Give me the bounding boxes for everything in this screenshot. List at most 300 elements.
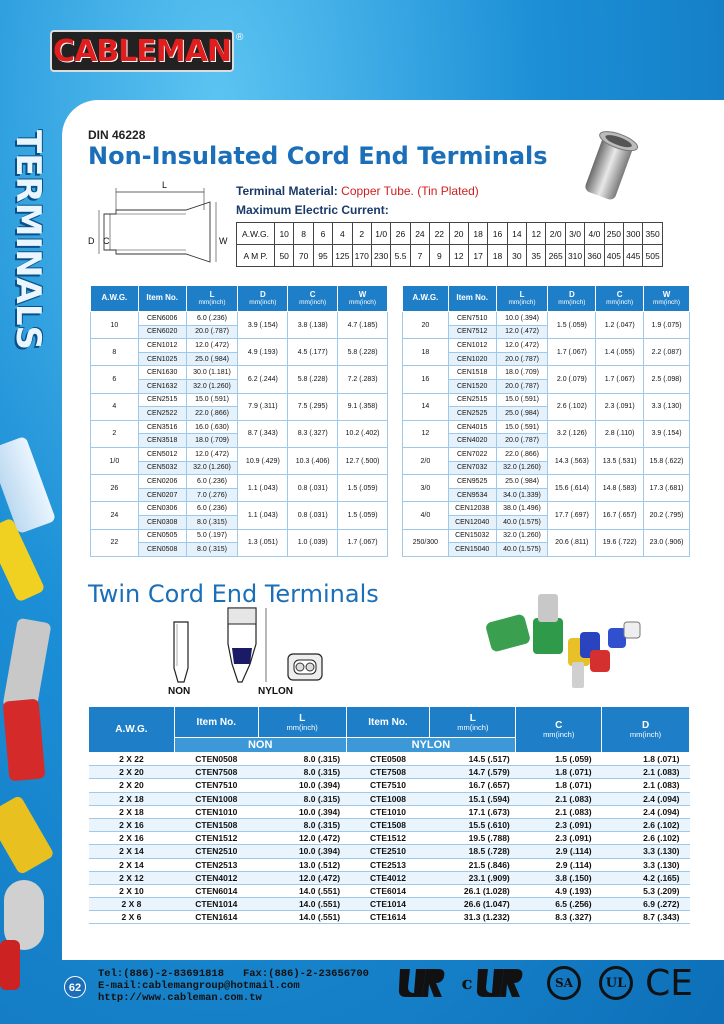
awg-cell: 18 bbox=[403, 339, 449, 366]
non-label: NON bbox=[168, 686, 191, 697]
side-title: TERMINALS bbox=[8, 130, 48, 351]
twin-end-view bbox=[286, 652, 324, 682]
length-cell: 32.0 (1.260) bbox=[186, 379, 238, 393]
contact-footer bbox=[98, 968, 369, 1004]
length-cell: 25.0 (.984) bbox=[496, 407, 548, 421]
cur-mark bbox=[458, 962, 528, 1004]
table-row bbox=[91, 529, 388, 543]
non-length-cell: 8.0 (.315) bbox=[258, 753, 346, 766]
nylon-item-cell: CTE1512 bbox=[346, 832, 430, 845]
item-number-cell: CEN0505 bbox=[138, 529, 186, 543]
table-row bbox=[403, 529, 690, 543]
table-row bbox=[89, 898, 690, 911]
dim-c-cell: 7.5 (.295) bbox=[288, 393, 338, 420]
dim-d-cell: 17.7 (.697) bbox=[548, 502, 596, 529]
non-length-cell: 8.0 (.315) bbox=[258, 792, 346, 805]
awg-cell: 2 X 18 bbox=[89, 792, 175, 805]
standard-label: DIN 46228 bbox=[88, 128, 146, 142]
dim-d-cell: 8.7 (.343) bbox=[238, 420, 288, 447]
cur-mark-icon bbox=[474, 965, 524, 1001]
item-number-cell: CEN1630 bbox=[138, 366, 186, 380]
header-c-label: C bbox=[616, 289, 623, 299]
header-unit: mm(inch) bbox=[629, 729, 662, 739]
ul-text: UL bbox=[605, 975, 627, 991]
length-cell: 22.0 (.866) bbox=[496, 447, 548, 461]
item-number-cell: CEN3516 bbox=[138, 420, 186, 434]
awg-cell: 350 bbox=[643, 223, 662, 245]
table-row bbox=[91, 447, 388, 461]
table-row bbox=[89, 792, 690, 805]
dim-d-cell: 5.3 (.209) bbox=[602, 884, 690, 897]
awg-cell: 16 bbox=[488, 223, 507, 245]
dim-c-cell: 2.1 (.083) bbox=[516, 792, 602, 805]
item-number-cell: CEN7510 bbox=[448, 312, 496, 326]
amp-cell: 265 bbox=[546, 245, 565, 267]
awg-cell: 2 X 20 bbox=[89, 766, 175, 779]
length-cell: 8.0 (.315) bbox=[186, 543, 238, 557]
non-item-cell: CTEN1014 bbox=[174, 898, 258, 911]
dim-c-cell: 2.3 (.091) bbox=[516, 832, 602, 845]
nylon-item-cell: CTE1010 bbox=[346, 805, 430, 818]
twin-nylon-drawing bbox=[220, 604, 278, 684]
header-w-label: W bbox=[358, 289, 367, 299]
non-item-cell: CTEN7508 bbox=[174, 766, 258, 779]
amp-cell: 9 bbox=[430, 245, 449, 267]
non-item-cell: CTEN1614 bbox=[174, 911, 258, 924]
item-number-cell: CEN9525 bbox=[448, 475, 496, 489]
item-number-cell: CEN15032 bbox=[448, 529, 496, 543]
dim-d-cell: 1.1 (.043) bbox=[238, 475, 288, 502]
twin-spec-table bbox=[88, 706, 690, 924]
amp-cell: 30 bbox=[507, 245, 526, 267]
length-cell: 32.0 (1.260) bbox=[496, 461, 548, 475]
dim-w-cell: 2.2 (.087) bbox=[644, 339, 690, 366]
length-cell: 5.0 (.197) bbox=[186, 529, 238, 543]
header-unit: mm(inch) bbox=[543, 729, 575, 739]
length-cell: 15.0 (.591) bbox=[496, 393, 548, 407]
dim-c-cell: 0.8 (.031) bbox=[288, 475, 338, 502]
dim-d-cell: 8.7 (.343) bbox=[602, 911, 690, 924]
nylon-length-cell: 17.1 (.673) bbox=[430, 805, 516, 818]
dim-d-cell: 3.3 (.130) bbox=[602, 845, 690, 858]
table-row bbox=[403, 420, 690, 434]
header-unit: mm(inch) bbox=[198, 299, 226, 307]
item-number-cell: CEN3518 bbox=[138, 434, 186, 448]
non-item-cell: CTEN2510 bbox=[174, 845, 258, 858]
decorative-terminal-image bbox=[0, 940, 20, 990]
nylon-length-cell: 16.7 (.657) bbox=[430, 779, 516, 792]
nylon-length-cell: 15.1 (.594) bbox=[430, 792, 516, 805]
dim-c-cell: 16.7 (.657) bbox=[596, 502, 644, 529]
length-cell: 10.0 (.394) bbox=[496, 312, 548, 326]
item-number-cell: CEN1012 bbox=[138, 339, 186, 353]
telephone: Tel:(886)-2-83691818 bbox=[98, 968, 225, 980]
table-row bbox=[91, 393, 388, 407]
dim-d-cell: 6.2 (.244) bbox=[238, 366, 288, 393]
header-c-label: C bbox=[555, 719, 563, 731]
dim-c-cell: 2.9 (.114) bbox=[516, 845, 602, 858]
amp-cell: 50 bbox=[275, 245, 294, 267]
awg-cell: 26 bbox=[91, 475, 139, 502]
current-table-amp-row bbox=[237, 245, 663, 267]
dim-d-cell: 10.9 (.429) bbox=[238, 447, 288, 474]
dim-w-cell: 4.7 (.185) bbox=[338, 312, 388, 339]
cableman-logo bbox=[50, 30, 234, 72]
header-c bbox=[596, 286, 644, 312]
length-cell: 20.0 (.787) bbox=[496, 379, 548, 393]
header-unit: mm(inch) bbox=[457, 722, 489, 732]
header-d-label: D bbox=[641, 719, 650, 731]
dim-d-cell: 2.4 (.094) bbox=[602, 792, 690, 805]
dim-c-cell: 0.8 (.031) bbox=[288, 502, 338, 529]
nylon-length-cell: 23.1 (.909) bbox=[430, 871, 516, 884]
section-title-twin: Twin Cord End Terminals bbox=[88, 580, 379, 608]
non-length-cell: 10.0 (.394) bbox=[258, 805, 346, 818]
length-cell: 12.0 (.472) bbox=[186, 339, 238, 353]
item-number-cell: CEN4020 bbox=[448, 434, 496, 448]
current-label: Maximum Electric Current: bbox=[236, 203, 389, 217]
nylon-item-cell: CTE7508 bbox=[346, 766, 430, 779]
ul-circle bbox=[599, 966, 633, 1000]
table-row bbox=[403, 339, 690, 353]
dim-d-cell: 4.2 (.165) bbox=[602, 871, 690, 884]
dim-w-cell: 15.8 (.622) bbox=[644, 447, 690, 474]
dim-d-cell: 2.4 (.094) bbox=[602, 805, 690, 818]
header-unit: mm(inch) bbox=[286, 722, 318, 732]
length-cell: 34.0 (1.339) bbox=[496, 488, 548, 502]
dimension-diagram bbox=[86, 182, 232, 272]
non-length-cell: 12.0 (.472) bbox=[258, 871, 346, 884]
csa-mark bbox=[544, 962, 584, 1004]
length-cell: 40.0 (1.575) bbox=[496, 515, 548, 529]
awg-cell: 22 bbox=[430, 223, 449, 245]
dim-w-cell: 1.5 (.059) bbox=[338, 502, 388, 529]
non-item-cell: CTEN2513 bbox=[174, 858, 258, 871]
length-cell: 16.0 (.630) bbox=[186, 420, 238, 434]
length-cell: 38.0 (1.496) bbox=[496, 502, 548, 516]
dim-c-cell: 1.4 (.055) bbox=[596, 339, 644, 366]
dim-d-cell: 1.7 (.067) bbox=[548, 339, 596, 366]
twin-non-drawing bbox=[166, 620, 196, 684]
ur-mark-icon bbox=[396, 965, 446, 1001]
header-unit: mm(inch) bbox=[606, 299, 634, 307]
table-row bbox=[89, 753, 690, 766]
header-d bbox=[602, 707, 690, 753]
amp-cell: 7 bbox=[410, 245, 429, 267]
length-cell: 7.0 (.276) bbox=[186, 488, 238, 502]
dim-d-cell: 2.6 (.102) bbox=[602, 832, 690, 845]
item-number-cell: CEN7512 bbox=[448, 325, 496, 339]
dim-c-cell: 8.3 (.327) bbox=[516, 911, 602, 924]
nylon-item-cell: CTE1508 bbox=[346, 818, 430, 831]
dim-c-cell: 8.3 (.327) bbox=[288, 420, 338, 447]
header-l-label: L bbox=[209, 289, 215, 299]
length-cell: 18.0 (.709) bbox=[496, 366, 548, 380]
awg-cell: 6 bbox=[91, 366, 139, 393]
item-number-cell: CEN0306 bbox=[138, 502, 186, 516]
nylon-length-cell: 21.5 (.846) bbox=[430, 858, 516, 871]
header-d bbox=[238, 286, 288, 312]
website-link[interactable]: http://www.cableman.com.tw bbox=[98, 992, 262, 1004]
nylon-item-cell: CTE2513 bbox=[346, 858, 430, 871]
item-number-cell: CEN2525 bbox=[448, 407, 496, 421]
item-number-cell: CEN12040 bbox=[448, 515, 496, 529]
dim-d-cell: 1.8 (.071) bbox=[602, 753, 690, 766]
length-cell: 6.0 (.236) bbox=[186, 312, 238, 326]
header-item: Item No. bbox=[448, 286, 496, 312]
awg-cell: 4 bbox=[333, 223, 352, 245]
dim-d-cell: 14.3 (.563) bbox=[548, 447, 596, 474]
ferrule-photo bbox=[566, 120, 656, 210]
item-number-cell: CEN2515 bbox=[138, 393, 186, 407]
amp-row-label: A M P. bbox=[237, 245, 275, 267]
ce-mark bbox=[646, 962, 692, 1004]
dim-w-cell: 23.0 (.906) bbox=[644, 529, 690, 556]
header-item-nylon: Item No. bbox=[346, 707, 430, 738]
awg-cell: 2 X 10 bbox=[89, 884, 175, 897]
item-number-cell: CEN1025 bbox=[138, 352, 186, 366]
dim-c-cell: 6.5 (.256) bbox=[516, 898, 602, 911]
dim-d-cell: 2.1 (.083) bbox=[602, 779, 690, 792]
dim-c-cell: 1.8 (.071) bbox=[516, 766, 602, 779]
table-row bbox=[89, 805, 690, 818]
table-row bbox=[91, 312, 388, 326]
item-number-cell: CEN12038 bbox=[448, 502, 496, 516]
table-row bbox=[403, 502, 690, 516]
ce-text: CE bbox=[645, 962, 693, 1004]
item-number-cell: CEN6020 bbox=[138, 325, 186, 339]
item-number-cell: CEN1518 bbox=[448, 366, 496, 380]
email[interactable]: E-mail:cablemangroup@hotmail.com bbox=[98, 980, 300, 992]
length-cell: 20.0 (.787) bbox=[496, 352, 548, 366]
awg-cell: 2 X 14 bbox=[89, 845, 175, 858]
non-item-cell: CTEN1010 bbox=[174, 805, 258, 818]
amp-cell: 230 bbox=[371, 245, 390, 267]
awg-cell: 2 bbox=[352, 223, 371, 245]
awg-cell: 3/0 bbox=[565, 223, 584, 245]
cur-mark-c: c bbox=[461, 972, 473, 994]
awg-cell: 2/0 bbox=[403, 447, 449, 474]
diagram-label-c: C bbox=[103, 236, 110, 246]
dim-c-cell: 1.0 (.039) bbox=[288, 529, 338, 556]
awg-cell: 2 X 16 bbox=[89, 832, 175, 845]
dim-c-cell: 14.8 (.583) bbox=[596, 475, 644, 502]
dim-w-cell: 3.3 (.130) bbox=[644, 393, 690, 420]
length-cell: 12.0 (.472) bbox=[186, 447, 238, 461]
dim-d-cell: 2.6 (.102) bbox=[602, 818, 690, 831]
registered-mark: ® bbox=[236, 32, 244, 43]
length-cell: 32.0 (1.260) bbox=[186, 461, 238, 475]
length-cell: 40.0 (1.575) bbox=[496, 543, 548, 557]
awg-cell: 16 bbox=[403, 366, 449, 393]
awg-cell: 250/300 bbox=[403, 529, 449, 556]
item-number-cell: CEN1012 bbox=[448, 339, 496, 353]
dim-d-cell: 2.0 (.079) bbox=[548, 366, 596, 393]
dim-w-cell: 12.7 (.500) bbox=[338, 447, 388, 474]
header-l-nylon bbox=[430, 707, 516, 738]
twin-terminals-photo bbox=[478, 588, 648, 698]
amp-cell: 405 bbox=[604, 245, 623, 267]
dim-c-cell: 3.8 (.138) bbox=[288, 312, 338, 339]
header-d-label: D bbox=[259, 289, 266, 299]
dim-c-cell: 1.8 (.071) bbox=[516, 779, 602, 792]
non-item-cell: CTEN0508 bbox=[174, 753, 258, 766]
awg-cell: 2 X 20 bbox=[89, 779, 175, 792]
diagram-label-l: L bbox=[162, 180, 168, 190]
non-item-cell: CTEN6014 bbox=[174, 884, 258, 897]
dim-w-cell: 2.5 (.098) bbox=[644, 366, 690, 393]
amp-cell: 360 bbox=[585, 245, 604, 267]
awg-cell: 2 X 6 bbox=[89, 911, 175, 924]
decorative-terminal-image bbox=[3, 699, 46, 782]
item-number-cell: CEN1520 bbox=[448, 379, 496, 393]
item-number-cell: CEN9534 bbox=[448, 488, 496, 502]
header-c-label: C bbox=[309, 289, 316, 299]
length-cell: 20.0 (.787) bbox=[186, 325, 238, 339]
awg-cell: 22 bbox=[91, 529, 139, 556]
table-row bbox=[91, 339, 388, 353]
dim-d-cell: 7.9 (.311) bbox=[238, 393, 288, 420]
length-cell: 20.0 (.787) bbox=[496, 434, 548, 448]
non-length-cell: 14.0 (.551) bbox=[258, 911, 346, 924]
nylon-item-cell: CTE6014 bbox=[346, 884, 430, 897]
table-row bbox=[89, 832, 690, 845]
table-row bbox=[89, 884, 690, 897]
length-cell: 25.0 (.984) bbox=[186, 352, 238, 366]
non-length-cell: 14.0 (.551) bbox=[258, 898, 346, 911]
non-item-cell: CTEN1508 bbox=[174, 818, 258, 831]
amp-cell: 310 bbox=[565, 245, 584, 267]
dim-w-cell: 1.5 (.059) bbox=[338, 475, 388, 502]
awg-cell: 2 X 16 bbox=[89, 818, 175, 831]
dim-c-cell: 4.5 (.177) bbox=[288, 339, 338, 366]
header-unit: mm(inch) bbox=[299, 299, 327, 307]
awg-cell: 14 bbox=[403, 393, 449, 420]
dim-c-cell: 2.3 (.091) bbox=[596, 393, 644, 420]
non-item-cell: CTEN4012 bbox=[174, 871, 258, 884]
dim-c-cell: 1.2 (.047) bbox=[596, 312, 644, 339]
amp-cell: 70 bbox=[294, 245, 313, 267]
awg-cell: 8 bbox=[294, 223, 313, 245]
length-cell: 12.0 (.472) bbox=[496, 339, 548, 353]
table-row bbox=[403, 447, 690, 461]
table-row bbox=[89, 818, 690, 831]
dim-w-cell: 7.2 (.283) bbox=[338, 366, 388, 393]
awg-cell: 12 bbox=[403, 420, 449, 447]
header-d-label: D bbox=[568, 289, 575, 299]
header-unit: mm(inch) bbox=[349, 299, 377, 307]
nylon-label: NYLON bbox=[258, 686, 293, 697]
dim-d-cell: 2.1 (.083) bbox=[602, 766, 690, 779]
dim-w-cell: 1.7 (.067) bbox=[338, 529, 388, 556]
dim-c-cell: 10.3 (.406) bbox=[288, 447, 338, 474]
dim-w-cell: 5.8 (.228) bbox=[338, 339, 388, 366]
nylon-length-cell: 31.3 (1.232) bbox=[430, 911, 516, 924]
item-number-cell: CEN1632 bbox=[138, 379, 186, 393]
amp-cell: 35 bbox=[527, 245, 546, 267]
header-w bbox=[644, 286, 690, 312]
dim-w-cell: 3.9 (.154) bbox=[644, 420, 690, 447]
non-item-cell: CTEN7510 bbox=[174, 779, 258, 792]
awg-cell: 1/0 bbox=[371, 223, 390, 245]
nylon-item-cell: CTE2510 bbox=[346, 845, 430, 858]
dim-c-cell: 4.9 (.193) bbox=[516, 884, 602, 897]
non-item-cell: CTEN1512 bbox=[174, 832, 258, 845]
non-length-cell: 10.0 (.394) bbox=[258, 779, 346, 792]
page-number: 62 bbox=[64, 976, 86, 998]
awg-cell: 2 X 8 bbox=[89, 898, 175, 911]
table-row bbox=[91, 420, 388, 434]
dim-w-cell: 20.2 (.795) bbox=[644, 502, 690, 529]
dim-d-cell: 3.9 (.154) bbox=[238, 312, 288, 339]
header-awg: A.W.G. bbox=[91, 286, 139, 312]
item-number-cell: CEN0206 bbox=[138, 475, 186, 489]
header-c bbox=[288, 286, 338, 312]
table-row bbox=[403, 393, 690, 407]
table-row bbox=[89, 858, 690, 871]
nylon-length-cell: 14.5 (.517) bbox=[430, 753, 516, 766]
amp-cell: 12 bbox=[449, 245, 468, 267]
awg-cell: 6 bbox=[313, 223, 332, 245]
logo-text: CABLEMAN bbox=[53, 33, 231, 69]
amp-cell: 18 bbox=[488, 245, 507, 267]
item-number-cell: CEN2515 bbox=[448, 393, 496, 407]
dim-d-cell: 1.3 (.051) bbox=[238, 529, 288, 556]
awg-cell: 4/0 bbox=[403, 502, 449, 529]
table-row bbox=[403, 475, 690, 489]
current-table bbox=[236, 222, 663, 267]
item-number-cell: CEN5012 bbox=[138, 447, 186, 461]
length-cell: 18.0 (.709) bbox=[186, 434, 238, 448]
dim-d-cell: 6.9 (.272) bbox=[602, 898, 690, 911]
awg-cell: 4/0 bbox=[585, 223, 604, 245]
awg-row-label: A.W.G. bbox=[237, 223, 275, 245]
dim-c-cell: 2.9 (.114) bbox=[516, 858, 602, 871]
dim-w-cell: 1.9 (.075) bbox=[644, 312, 690, 339]
fax: Fax:(886)-2-23656700 bbox=[242, 968, 369, 980]
header-l-label: L bbox=[519, 289, 525, 299]
item-number-cell: CEN1020 bbox=[448, 352, 496, 366]
material-line bbox=[236, 184, 479, 198]
awg-cell: 4 bbox=[91, 393, 139, 420]
non-length-cell: 10.0 (.394) bbox=[258, 845, 346, 858]
nylon-item-cell: CTE1614 bbox=[346, 911, 430, 924]
header-l-non bbox=[258, 707, 346, 738]
csa-circle bbox=[547, 966, 581, 1000]
table-row bbox=[91, 502, 388, 516]
diagram-label-w: W bbox=[219, 236, 228, 246]
header-awg: A.W.G. bbox=[403, 286, 449, 312]
amp-cell: 170 bbox=[352, 245, 371, 267]
non-length-cell: 8.0 (.315) bbox=[258, 818, 346, 831]
item-number-cell: CEN5032 bbox=[138, 461, 186, 475]
table-row bbox=[91, 366, 388, 380]
table-row bbox=[89, 779, 690, 792]
header-l bbox=[186, 286, 238, 312]
dim-d-cell: 4.9 (.193) bbox=[238, 339, 288, 366]
awg-cell: 2 X 12 bbox=[89, 871, 175, 884]
awg-cell: 24 bbox=[91, 502, 139, 529]
dim-c-cell: 1.5 (.059) bbox=[516, 753, 602, 766]
table-row bbox=[89, 871, 690, 884]
header-l bbox=[496, 286, 548, 312]
dim-c-cell: 2.1 (.083) bbox=[516, 805, 602, 818]
amp-cell: 95 bbox=[313, 245, 332, 267]
item-number-cell: CEN15040 bbox=[448, 543, 496, 557]
awg-cell: 8 bbox=[91, 339, 139, 366]
csa-text: SA bbox=[555, 976, 573, 990]
awg-cell: 3/0 bbox=[403, 475, 449, 502]
